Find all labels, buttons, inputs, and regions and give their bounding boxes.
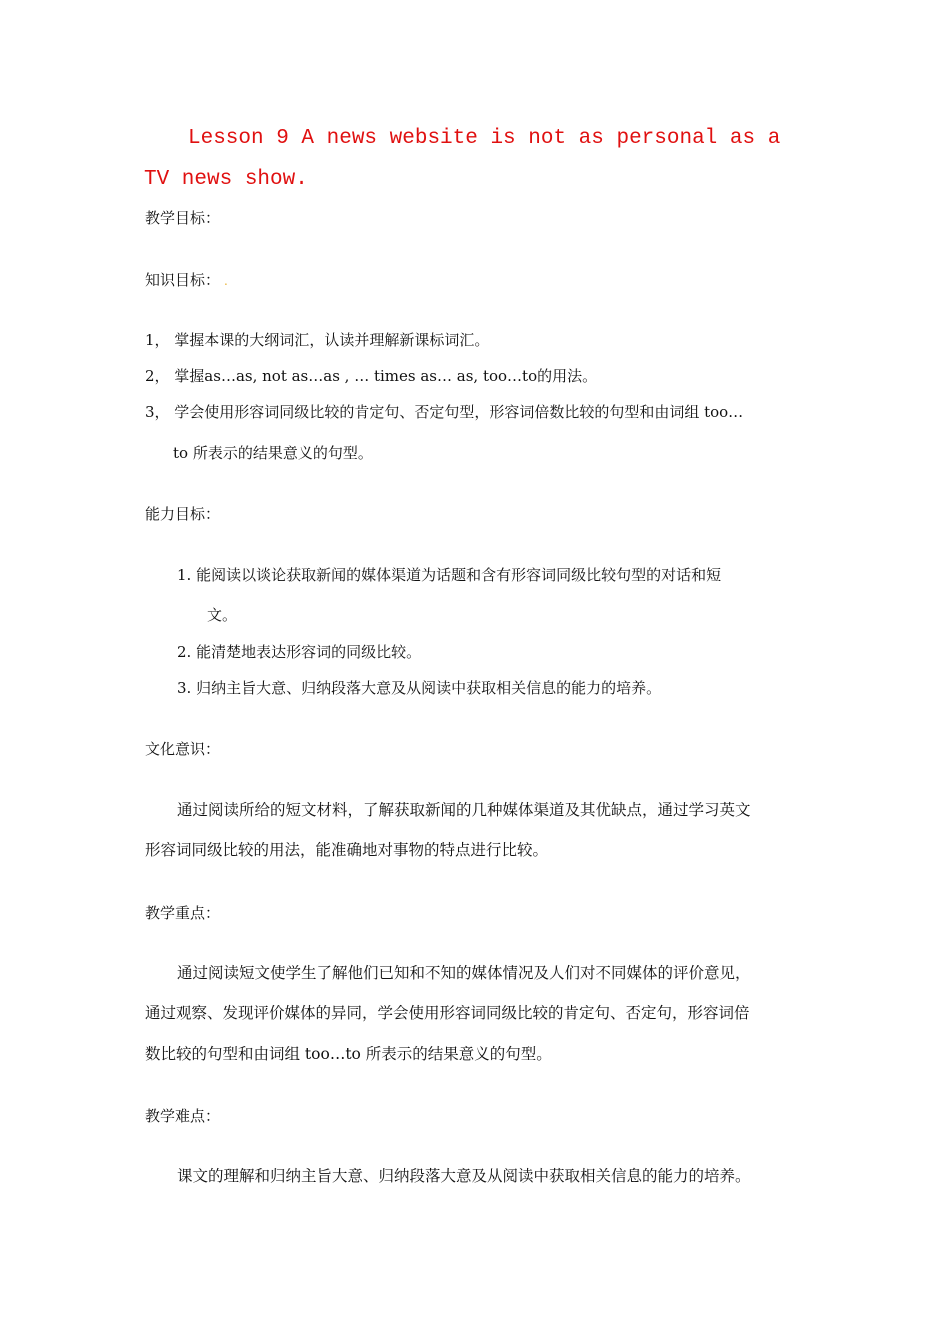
culture-line-2: 形容词同级比较的用法，能准确地对事物的特点进行比较。 (145, 841, 549, 859)
ability-item-1: 1. 能阅读以谈论获取新闻的媒体渠道为话题和含有形容词同级比较句型的对话和短 (177, 566, 722, 584)
key-points-line-2: 通过观察、发现评价媒体的异同，学会使用形容词同级比较的肯定句、否定句，形容词倍 (145, 1004, 750, 1022)
knowledge-item-2: 2， 掌握as…as, not as…as , … times as… as, too…to的用法。 (145, 367, 598, 385)
culture-line-1: 通过阅读所给的短文材料，了解获取新闻的几种媒体渠道及其优缺点，通过学习英文 (177, 801, 751, 819)
highlight-mark: . (224, 274, 228, 288)
teaching-goals-heading: 教学目标： (145, 209, 221, 227)
difficult-points-heading: 教学难点： (145, 1107, 221, 1125)
knowledge-item-3-continued: to 所表示的结果意义的句型。 (173, 444, 373, 462)
lesson-title: Lesson 9 A news website is not as personal as a TV news show. (144, 127, 781, 191)
culture-heading: 文化意识： (145, 740, 221, 758)
ability-item-2: 2. 能清楚地表达形容词的同级比较。 (177, 643, 422, 661)
key-points-heading: 教学重点： (145, 904, 221, 922)
ability-goals-heading: 能力目标： (145, 505, 221, 523)
knowledge-goals-heading (145, 270, 228, 291)
knowledge-goals-label: 知识目标： (145, 271, 221, 289)
difficult-points-line-1: 课文的理解和归纳主旨大意、归纳段落大意及从阅读中获取相关信息的能力的培养。 (177, 1167, 751, 1185)
ability-item-3: 3. 归纳主旨大意、归纳段落大意及从阅读中获取相关信息的能力的培养。 (177, 679, 662, 697)
key-points-line-1: 通过阅读短文使学生了解他们已知和不知的媒体情况及人们对不同媒体的评价意见， (177, 964, 751, 982)
knowledge-item-3: 3， 学会使用形容词同级比较的肯定句、否定句型，形容词倍数比较的句型和由词组 too… (145, 403, 744, 421)
knowledge-item-1: 1， 掌握本课的大纲词汇，认读并理解新课标词汇。 (145, 331, 490, 349)
ability-item-1-continued: 文。 (207, 606, 238, 624)
key-points-line-3: 数比较的句型和由词组 too…to 所表示的结果意义的句型。 (145, 1045, 552, 1063)
